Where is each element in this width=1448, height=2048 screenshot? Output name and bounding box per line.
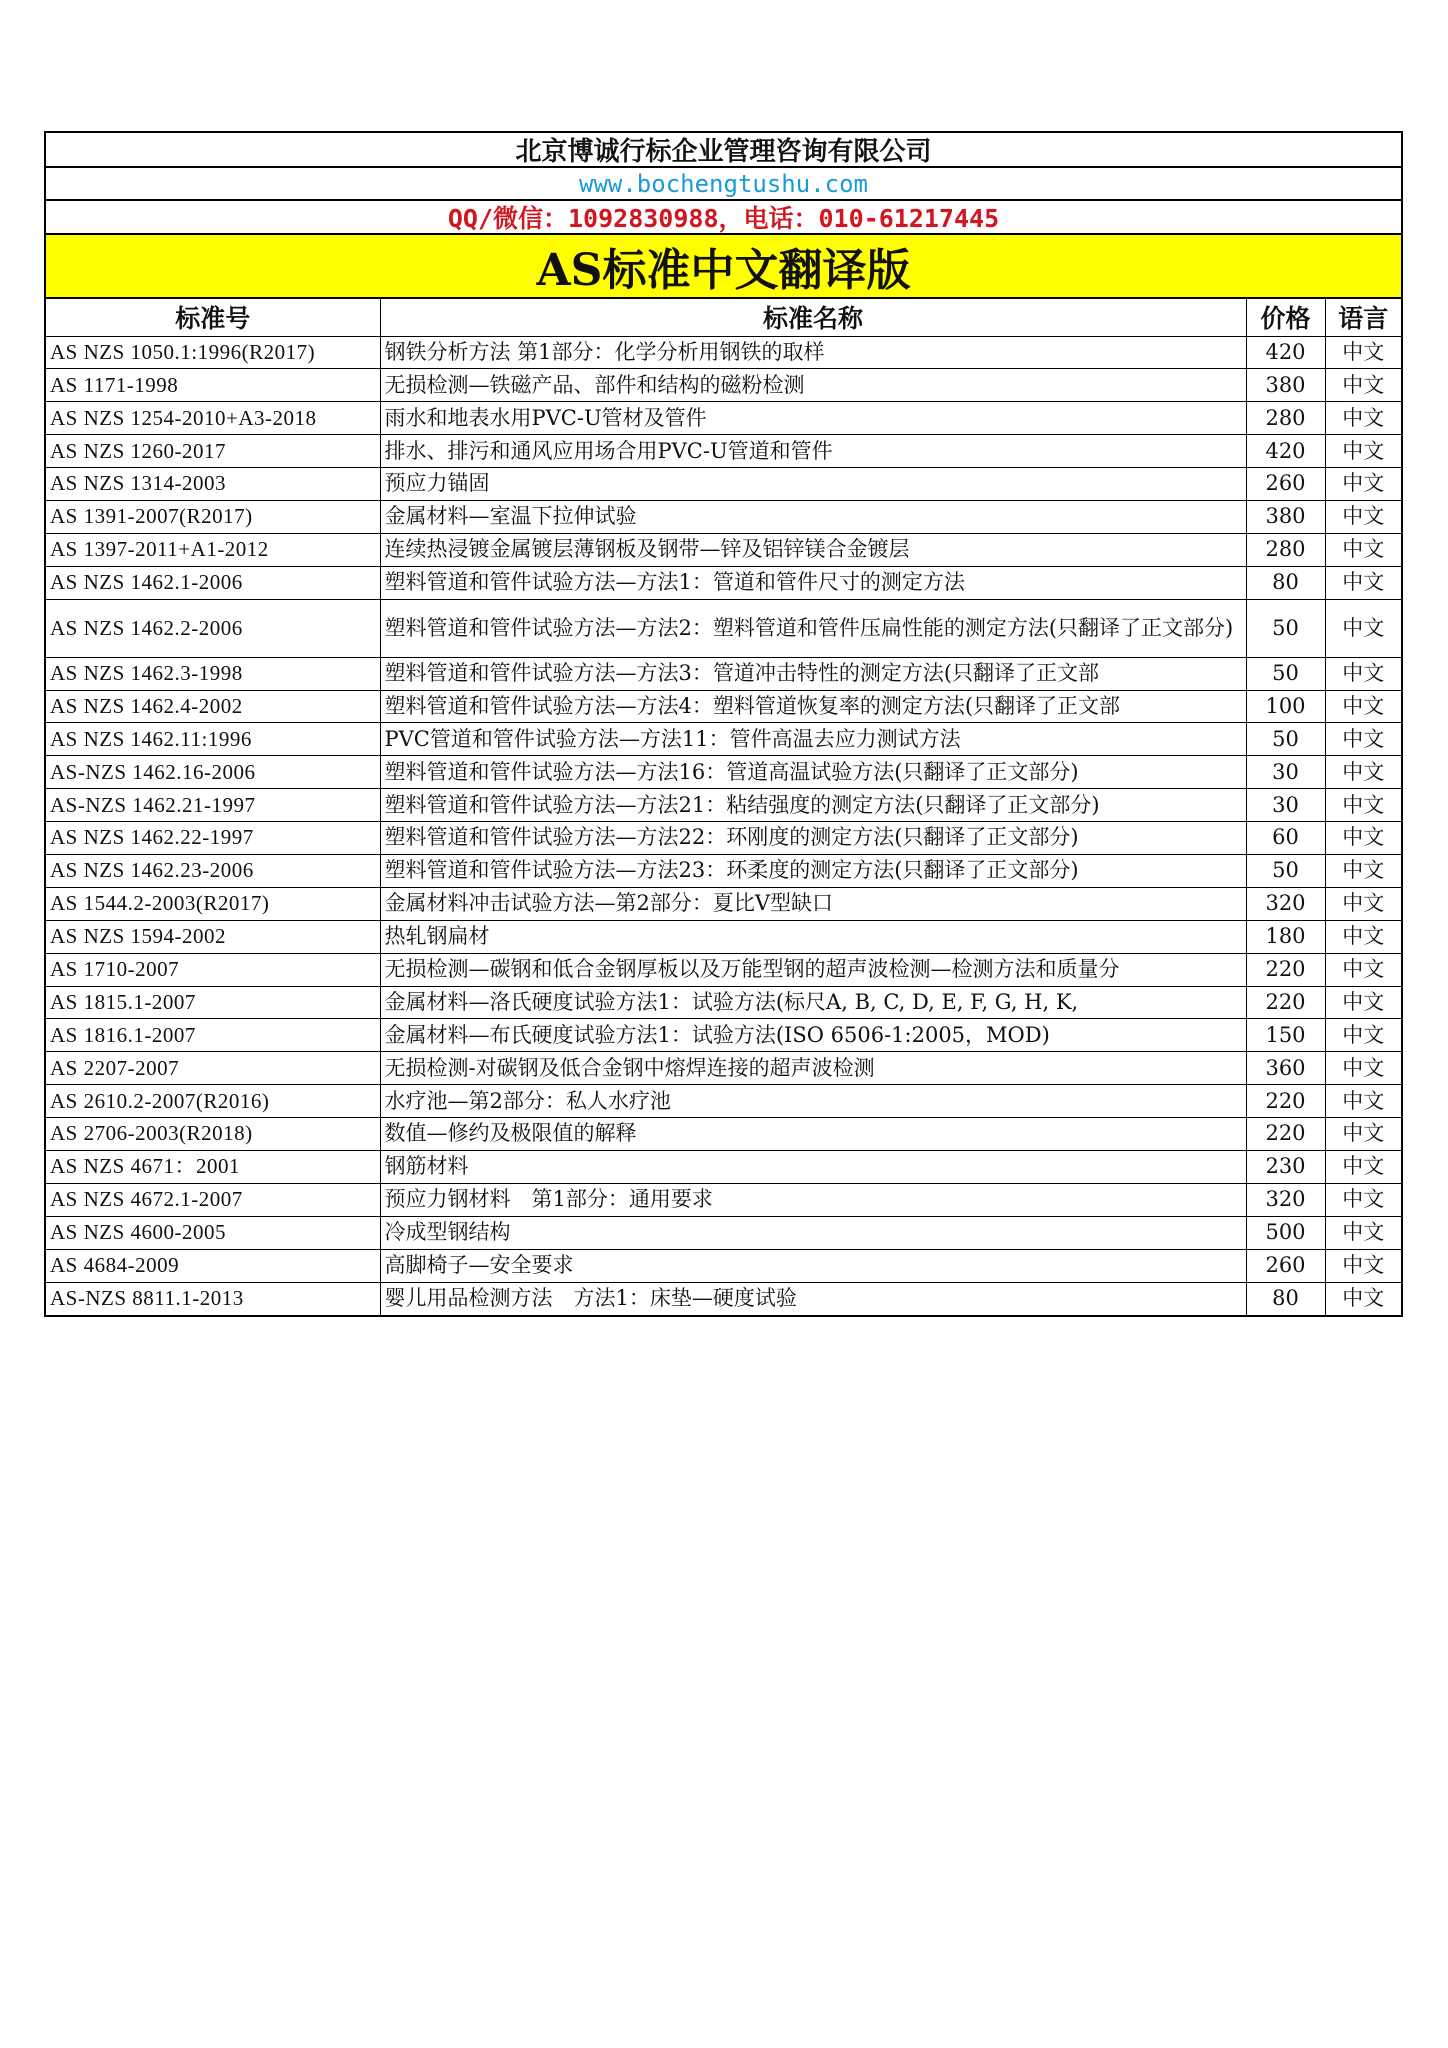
standard-name-cell: 无损检测—铁磁产品、部件和结构的磁粉检测 xyxy=(380,369,1246,402)
column-header-standard-name: 标准名称 xyxy=(380,299,1246,336)
language-cell: 中文 xyxy=(1325,756,1401,789)
table-row xyxy=(46,1052,1401,1085)
price-cell: 30 xyxy=(1246,756,1325,789)
standard-number-cell: AS 2610.2-2007(R2016) xyxy=(46,1085,380,1118)
standard-name-cell: 塑料管道和管件试验方法—方法22：环刚度的测定方法(只翻译了正文部分) xyxy=(380,822,1246,855)
standard-name-cell: 高脚椅子—安全要求 xyxy=(380,1249,1246,1282)
language-cell: 中文 xyxy=(1325,920,1401,953)
price-cell: 320 xyxy=(1246,1183,1325,1216)
standard-number-cell: AS 4684-2009 xyxy=(46,1249,380,1282)
price-cell: 220 xyxy=(1246,953,1325,986)
price-cell: 220 xyxy=(1246,986,1325,1019)
price-cell: 150 xyxy=(1246,1019,1325,1052)
price-cell: 100 xyxy=(1246,690,1325,723)
standard-name-cell: PVC管道和管件试验方法—方法11：管件高温去应力测试方法 xyxy=(380,723,1246,756)
standard-name-cell: 金属材料—洛氏硬度试验方法1：试验方法(标尺A, B, C, D, E, F, G, H, K, xyxy=(380,986,1246,1019)
language-cell: 中文 xyxy=(1325,789,1401,822)
standard-name-cell: 塑料管道和管件试验方法—方法3：管道冲击特性的测定方法(只翻译了正文部 xyxy=(380,657,1246,690)
price-cell: 260 xyxy=(1246,1249,1325,1282)
language-cell: 中文 xyxy=(1325,822,1401,855)
table-row xyxy=(46,500,1401,533)
standard-name-cell: 无损检测—碳钢和低合金钢厚板以及万能型钢的超声波检测—检测方法和质量分 xyxy=(380,953,1246,986)
table-row xyxy=(46,789,1401,822)
table-row xyxy=(46,657,1401,690)
standard-number-cell: AS NZS 1594-2002 xyxy=(46,920,380,953)
price-cell: 180 xyxy=(1246,920,1325,953)
standard-number-cell: AS 1816.1-2007 xyxy=(46,1019,380,1052)
language-cell: 中文 xyxy=(1325,402,1401,435)
language-cell: 中文 xyxy=(1325,1019,1401,1052)
table-row xyxy=(46,369,1401,402)
standard-number-cell: AS NZS 1462.11:1996 xyxy=(46,723,380,756)
language-cell: 中文 xyxy=(1325,657,1401,690)
standard-number-cell: AS NZS 4672.1-2007 xyxy=(46,1183,380,1216)
table-row xyxy=(46,854,1401,887)
standard-name-cell: 数值—修约及极限值的解释 xyxy=(380,1118,1246,1151)
standard-name-cell: 塑料管道和管件试验方法—方法21：粘结强度的测定方法(只翻译了正文部分) xyxy=(380,789,1246,822)
table-row xyxy=(46,599,1401,657)
language-cell: 中文 xyxy=(1325,1249,1401,1282)
standard-number-cell: AS NZS 1254-2010+A3-2018 xyxy=(46,402,380,435)
price-cell: 260 xyxy=(1246,468,1325,501)
table-row xyxy=(46,1183,1401,1216)
language-cell: 中文 xyxy=(1325,435,1401,468)
contact-info: QQ/微信：1092830988，电话：010-61217445 xyxy=(46,201,1401,235)
standard-number-cell: AS NZS 1462.1-2006 xyxy=(46,566,380,599)
language-cell: 中文 xyxy=(1325,1085,1401,1118)
table-row xyxy=(46,887,1401,920)
price-cell: 280 xyxy=(1246,402,1325,435)
price-cell: 80 xyxy=(1246,566,1325,599)
price-cell: 220 xyxy=(1246,1118,1325,1151)
price-cell: 380 xyxy=(1246,369,1325,402)
language-cell: 中文 xyxy=(1325,566,1401,599)
language-cell: 中文 xyxy=(1325,468,1401,501)
table-row xyxy=(46,1282,1401,1315)
standard-number-cell: AS-NZS 8811.1-2013 xyxy=(46,1282,380,1315)
table-row xyxy=(46,1118,1401,1151)
table-row xyxy=(46,468,1401,501)
standard-number-cell: AS NZS 1462.22-1997 xyxy=(46,822,380,855)
price-cell: 380 xyxy=(1246,500,1325,533)
language-cell: 中文 xyxy=(1325,533,1401,566)
price-cell: 230 xyxy=(1246,1150,1325,1183)
standard-name-cell: 金属材料—布氏硬度试验方法1：试验方法(ISO 6506-1:2005，MOD) xyxy=(380,1019,1246,1052)
price-cell: 280 xyxy=(1246,533,1325,566)
table-row xyxy=(46,1019,1401,1052)
table-header-row xyxy=(46,299,1401,336)
table-row xyxy=(46,1085,1401,1118)
language-cell: 中文 xyxy=(1325,690,1401,723)
table-row xyxy=(46,336,1401,369)
price-cell: 50 xyxy=(1246,854,1325,887)
table-row xyxy=(46,1216,1401,1249)
standard-number-cell: AS 1710-2007 xyxy=(46,953,380,986)
standard-name-cell: 连续热浸镀金属镀层薄钢板及钢带—锌及铝锌镁合金镀层 xyxy=(380,533,1246,566)
language-cell: 中文 xyxy=(1325,1216,1401,1249)
standard-number-cell: AS 1171-1998 xyxy=(46,369,380,402)
standard-name-cell: 雨水和地表水用PVC-U管材及管件 xyxy=(380,402,1246,435)
standard-number-cell: AS NZS 1462.4-2002 xyxy=(46,690,380,723)
price-cell: 500 xyxy=(1246,1216,1325,1249)
table-row xyxy=(46,756,1401,789)
standard-number-cell: AS NZS 1050.1:1996(R2017) xyxy=(46,336,380,369)
standard-name-cell: 无损检测-对碳钢及低合金钢中熔焊连接的超声波检测 xyxy=(380,1052,1246,1085)
list-title: AS标准中文翻译版 xyxy=(46,235,1401,299)
standard-number-cell: AS-NZS 1462.21-1997 xyxy=(46,789,380,822)
standard-name-cell: 塑料管道和管件试验方法—方法2：塑料管道和管件压扁性能的测定方法(只翻译了正文部分) xyxy=(380,599,1246,657)
standard-name-cell: 金属材料—室温下拉伸试验 xyxy=(380,500,1246,533)
standard-name-cell: 塑料管道和管件试验方法—方法1：管道和管件尺寸的测定方法 xyxy=(380,566,1246,599)
standard-number-cell: AS NZS 1314-2003 xyxy=(46,468,380,501)
table-row xyxy=(46,435,1401,468)
language-cell: 中文 xyxy=(1325,1282,1401,1315)
standard-name-cell: 热轧钢扁材 xyxy=(380,920,1246,953)
standard-number-cell: AS 1815.1-2007 xyxy=(46,986,380,1019)
language-cell: 中文 xyxy=(1325,854,1401,887)
price-cell: 320 xyxy=(1246,887,1325,920)
standard-name-cell: 塑料管道和管件试验方法—方法16：管道高温试验方法(只翻译了正文部分) xyxy=(380,756,1246,789)
table-row xyxy=(46,986,1401,1019)
standard-number-cell: AS-NZS 1462.16-2006 xyxy=(46,756,380,789)
price-list-sheet xyxy=(44,131,1403,1317)
table-row xyxy=(46,1249,1401,1282)
standard-number-cell: AS NZS 1462.23-2006 xyxy=(46,854,380,887)
language-cell: 中文 xyxy=(1325,986,1401,1019)
standard-name-cell: 钢筋材料 xyxy=(380,1150,1246,1183)
table-row xyxy=(46,920,1401,953)
price-cell: 60 xyxy=(1246,822,1325,855)
standard-name-cell: 钢铁分析方法 第1部分：化学分析用钢铁的取样 xyxy=(380,336,1246,369)
table-row xyxy=(46,690,1401,723)
price-cell: 420 xyxy=(1246,336,1325,369)
standard-name-cell: 塑料管道和管件试验方法—方法4：塑料管道恢复率的测定方法(只翻译了正文部 xyxy=(380,690,1246,723)
standard-number-cell: AS 2207-2007 xyxy=(46,1052,380,1085)
standard-number-cell: AS NZS 1462.2-2006 xyxy=(46,599,380,657)
table-row xyxy=(46,953,1401,986)
price-cell: 80 xyxy=(1246,1282,1325,1315)
standard-name-cell: 婴儿用品检测方法 方法1：床垫—硬度试验 xyxy=(380,1282,1246,1315)
price-cell: 50 xyxy=(1246,599,1325,657)
standard-name-cell: 冷成型钢结构 xyxy=(380,1216,1246,1249)
standard-number-cell: AS NZS 1462.3-1998 xyxy=(46,657,380,690)
language-cell: 中文 xyxy=(1325,336,1401,369)
standard-number-cell: AS 1397-2011+A1-2012 xyxy=(46,533,380,566)
standard-number-cell: AS 1391-2007(R2017) xyxy=(46,500,380,533)
standard-name-cell: 预应力钢材料 第1部分：通用要求 xyxy=(380,1183,1246,1216)
language-cell: 中文 xyxy=(1325,953,1401,986)
column-header-language: 语言 xyxy=(1325,299,1401,336)
price-cell: 50 xyxy=(1246,723,1325,756)
standard-name-cell: 塑料管道和管件试验方法—方法23：环柔度的测定方法(只翻译了正文部分) xyxy=(380,854,1246,887)
table-row xyxy=(46,822,1401,855)
standard-name-cell: 预应力锚固 xyxy=(380,468,1246,501)
price-cell: 220 xyxy=(1246,1085,1325,1118)
table-row xyxy=(46,533,1401,566)
language-cell: 中文 xyxy=(1325,1183,1401,1216)
standards-table xyxy=(46,299,1401,1315)
standard-number-cell: AS NZS 4600-2005 xyxy=(46,1216,380,1249)
standard-number-cell: AS NZS 1260-2017 xyxy=(46,435,380,468)
company-name: 北京博诚行标企业管理咨询有限公司 xyxy=(46,133,1401,168)
price-cell: 50 xyxy=(1246,657,1325,690)
language-cell: 中文 xyxy=(1325,723,1401,756)
language-cell: 中文 xyxy=(1325,500,1401,533)
standard-name-cell: 排水、排污和通风应用场合用PVC-U管道和管件 xyxy=(380,435,1246,468)
language-cell: 中文 xyxy=(1325,887,1401,920)
language-cell: 中文 xyxy=(1325,1150,1401,1183)
language-cell: 中文 xyxy=(1325,1118,1401,1151)
price-cell: 360 xyxy=(1246,1052,1325,1085)
language-cell: 中文 xyxy=(1325,369,1401,402)
table-row xyxy=(46,1150,1401,1183)
table-row xyxy=(46,402,1401,435)
standard-name-cell: 金属材料冲击试验方法—第2部分：夏比V型缺口 xyxy=(380,887,1246,920)
price-cell: 420 xyxy=(1246,435,1325,468)
column-header-price: 价格 xyxy=(1246,299,1325,336)
standard-name-cell: 水疗池—第2部分：私人水疗池 xyxy=(380,1085,1246,1118)
website-link[interactable]: www.bochengtushu.com xyxy=(46,168,1401,201)
table-row xyxy=(46,566,1401,599)
column-header-standard-no: 标准号 xyxy=(46,299,380,336)
standard-number-cell: AS NZS 4671：2001 xyxy=(46,1150,380,1183)
language-cell: 中文 xyxy=(1325,599,1401,657)
table-row xyxy=(46,723,1401,756)
standard-number-cell: AS 2706-2003(R2018) xyxy=(46,1118,380,1151)
language-cell: 中文 xyxy=(1325,1052,1401,1085)
standard-number-cell: AS 1544.2-2003(R2017) xyxy=(46,887,380,920)
price-cell: 30 xyxy=(1246,789,1325,822)
